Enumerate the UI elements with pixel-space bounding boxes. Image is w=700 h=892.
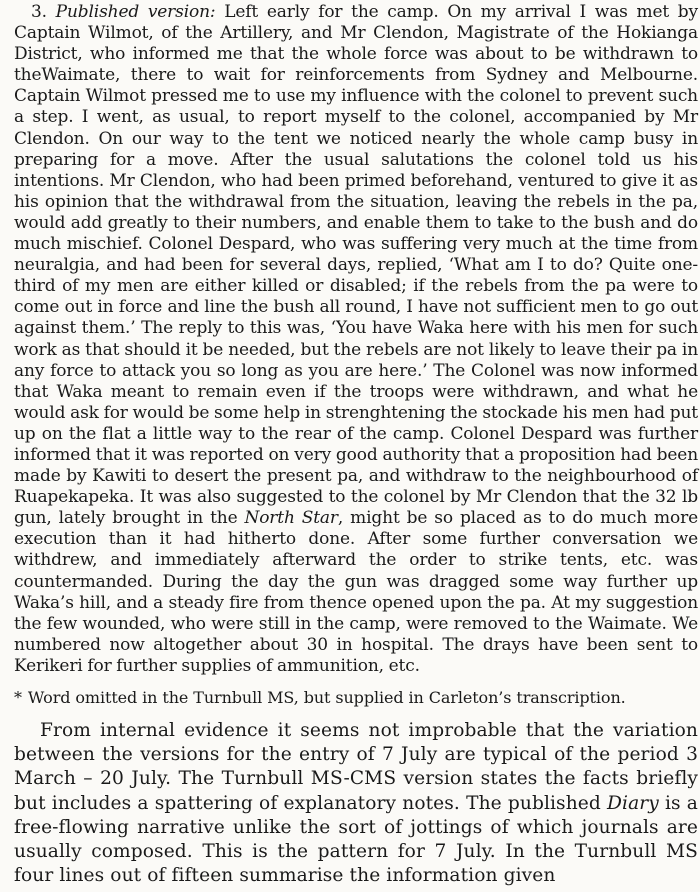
version-lead: Published version: [55, 2, 216, 22]
ship-name: North Star [244, 508, 338, 529]
footnote [14, 688, 698, 708]
commentary-text-part-2: is a free-flowing narrative unlike the sort of jottings of which journals are usually composed. This is the pattern for 7 July. In the Turnbull MS four lines out of fifteen summarise the information given [14, 792, 698, 887]
diary-title: Diary [607, 792, 659, 814]
quote-text-part-2: , might be so placed as to do much more execution than it had hitherto done. After some further conversation we withdrew, and immediately afterward the order to strike tents, etc. was countermanded. During the day the gun was dragged some way further up Waka’s hill, and a steady fire from thence opened upon the pa. At my suggestion the few wounded, who were still in the camp, were removed to the Waimate. We numbered now altogether about 30 in hospital. The drays have been sent to Kerikeri for further supplies of ammunition, etc. [14, 508, 698, 676]
commentary-paragraph [14, 719, 698, 888]
footnote-marker: * [14, 688, 22, 707]
footnote-text: Word omitted in the Turnbull MS, but supplied in Carleton’s transcription. [27, 688, 626, 707]
commentary-text-part-1: From internal evidence it seems not improbable that the variation between the versions for the entry of 7 July are typical of the period 3 March – 20 July. The Turnbull MS-CMS version states the facts briefly but includes a spattering of explanatory notes. The published [14, 720, 698, 814]
published-version-quote [14, 2, 698, 677]
quote-paragraph [14, 2, 698, 677]
commentary [14, 719, 698, 888]
item-number: 3. [31, 2, 47, 22]
quote-text-part-1: Left early for the camp. On my arrival I was met by Captain Wilmot, of the Artillery, and Mr Clendon, Magistrate of the Hokianga District, who informed me that the whole force was about to be withdrawn to theWaimate, there to wait for reinforcements from Sydney and Melbourne. Captain Wilmot pressed me to use my influence with the colonel to prevent such a step. I went, as usual, to report myself to the colonel, accompanied by Mr Clendon. On our way to the tent we noticed nearly the whole camp busy in preparing for a move. After the usual salutations the colonel told us his intentions. Mr Clendon, who had been primed beforehand, ventured to give it as his opinion that the withdrawal from the situation, leaving the rebels in the pa, would add greatly to their numbers, and enable them to take to the bush and do much mischief. Colonel Despard, who was suffering very much at the time from neuralgia, and had been for several days, replied, ‘What am I to do? Quite one-third of my men are either killed or disabled; if the rebels from the pa were to come out in force and line the bush all round, I have not sufficient men to go out against them.’ The reply to this was, ‘You have Waka here with his men for such work as that should it be needed, but the rebels are not likely to leave their pa in any force to attack you so long as you are here.’ The Colonel was now informed that Waka meant to remain even if the troops were withdrawn, and what he would ask for would be some help in strenghtening the stockade his men had put up on the flat a little way to the rear of the camp. Colonel Despard was further informed that it was reported on very good authority that a proposition had been made by Kawiti to desert the present pa, and withdraw to the neighbourhood of Ruapekapeka. It was also suggested to the colonel by Mr Clendon that the 32 lb gun, lately brought in the [14, 2, 698, 529]
